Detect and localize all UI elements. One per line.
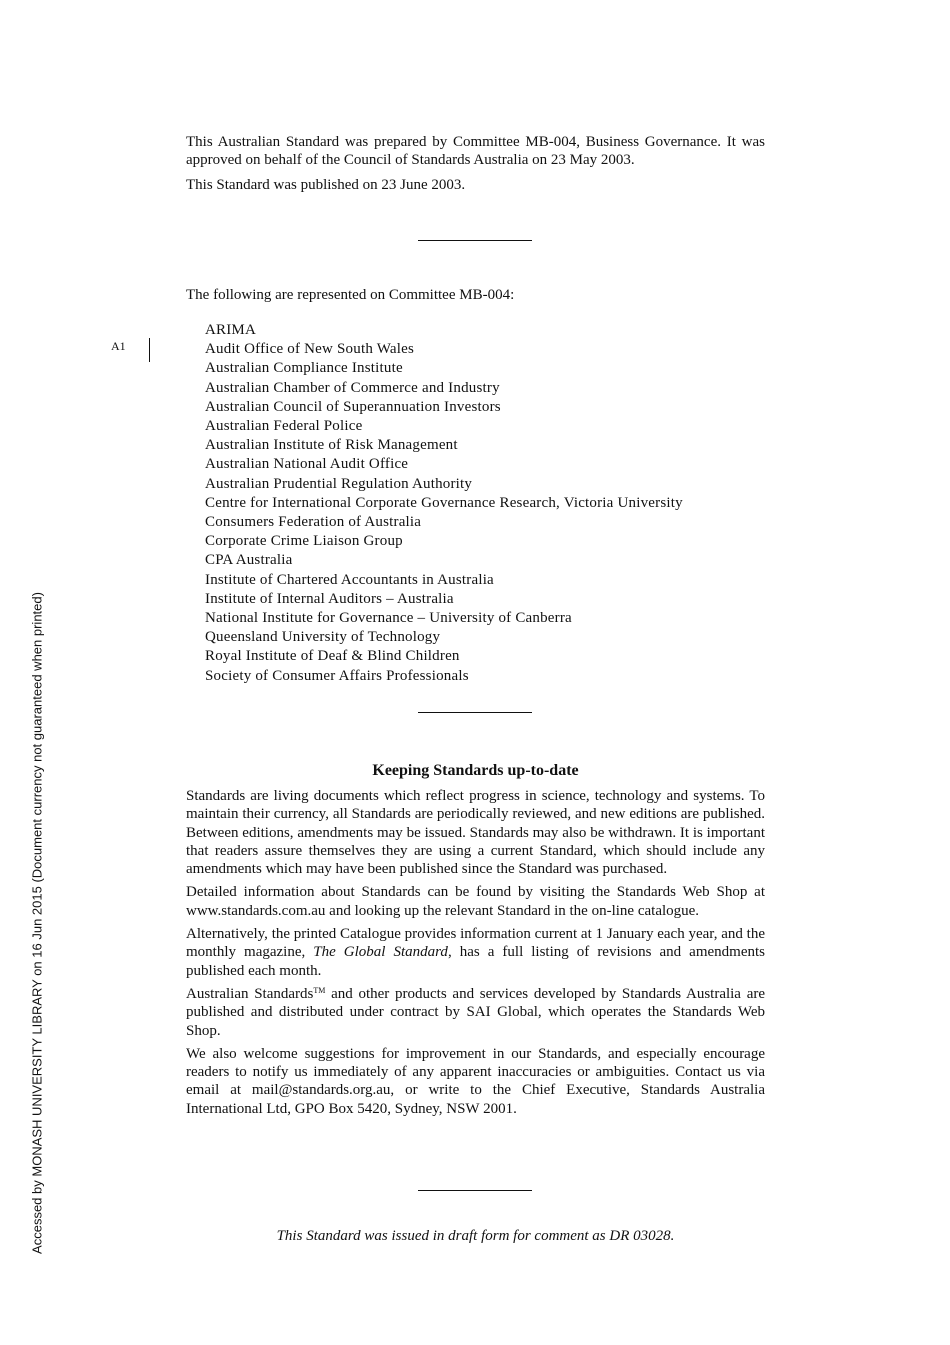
list-item: Australian Prudential Regulation Authority	[205, 475, 473, 492]
list-item: Society of Consumer Affairs Professionals	[205, 667, 469, 684]
draft-note: This Standard was issued in draft form for comment as DR 03028.	[276, 1228, 675, 1244]
preparation-statement: This Australian Standard was prepared by Committee MB-004, Business Governance. It was approved on behalf of the Council of Standards Australia on 23 May 2003.	[186, 134, 765, 169]
paragraph-text: Alternatively, the printed Catalogue provides information current at 1 January each year, and the monthly magazine,	[186, 926, 765, 961]
section-heading: Keeping Standards up-to-date	[372, 762, 579, 779]
list-item: Queensland University of Technology	[205, 629, 441, 646]
trademark-mark: TM	[313, 985, 326, 995]
paragraph-contact: We also welcome suggestions for improvement in our Standards, and especially encourage readers to notify us immediately of any apparent inaccuracies or ambiguities. Contact us via email at mail@standards.org.au, or write to the Chief Executive, Standards Australia International Ltd, GPO Box 5420, Sydney, NSW 2001.	[186, 1045, 765, 1117]
list-item: Audit Office of New South Wales	[205, 341, 414, 358]
list-item: Australian Federal Police	[205, 418, 363, 435]
preparation-block	[186, 133, 765, 194]
list-item: ARIMA	[205, 322, 257, 338]
paragraph-living-documents: Standards are living documents which reflect progress in science, technology and systems. To maintain their currency, all Standards are periodically reviewed, and new editions are published. Between editions, amendments may be issued. Standards may also be withdrawn. It is important that readers assure themselves they are using a current Standard, which should include any amendments which may have been published since the Standard was purchased.	[186, 788, 765, 878]
amendment-bar	[149, 338, 150, 362]
list-item: CPA Australia	[205, 552, 293, 569]
committee-member-list	[205, 321, 683, 686]
list-item: Institute of Chartered Accountants in Australia	[205, 571, 494, 588]
section-divider	[418, 712, 532, 713]
list-item: Australian Compliance Institute	[205, 360, 403, 377]
section-divider	[418, 240, 532, 241]
paragraph-catalogue	[186, 925, 765, 980]
list-item: Australian Institute of Risk Management	[205, 437, 458, 454]
list-item: Australian Chamber of Commerce and Industry	[205, 379, 500, 396]
list-item: National Institute for Governance – University of Canberra	[205, 610, 572, 627]
keeping-up-to-date-body	[186, 787, 765, 1118]
list-item: Corporate Crime Liaison Group	[205, 533, 403, 550]
list-item: Royal Institute of Deaf & Blind Children	[205, 648, 460, 665]
list-item: Consumers Federation of Australia	[205, 514, 422, 531]
access-note: Accessed by MONASH UNIVERSITY LIBRARY on 16 Jun 2015 (Document currency not guaranteed when printed)	[29, 592, 45, 1254]
paragraph-distribution	[186, 985, 765, 1040]
paragraph-text: and other products and services developed by Standards Australia are published and distributed under contract by SAI Global, which operates the Standards Web Shop.	[186, 985, 766, 1039]
list-item: Australian Council of Superannuation Investors	[205, 398, 501, 415]
paragraph-web-shop: Detailed information about Standards can be found by visiting the Standards Web Shop at www.standards.com.au and looking up the relevant Standard in the on-line catalogue.	[186, 884, 765, 919]
section-divider	[418, 1190, 532, 1191]
paragraph-text: Australian Standards	[186, 985, 314, 1002]
committee-intro: The following are represented on Committee MB-004:	[186, 287, 515, 303]
paragraph-text: , has a full listing of revisions and amendments published each month.	[186, 944, 765, 979]
list-item: Centre for International Corporate Governance Research, Victoria University	[205, 494, 683, 511]
amendment-marker: A1	[111, 339, 126, 353]
magazine-title: The Global Standard	[313, 944, 448, 961]
publication-statement: This Standard was published on 23 June 2003.	[186, 176, 466, 193]
list-item: Australian National Audit Office	[205, 456, 409, 473]
list-item: Institute of Internal Auditors – Australia	[205, 590, 454, 607]
